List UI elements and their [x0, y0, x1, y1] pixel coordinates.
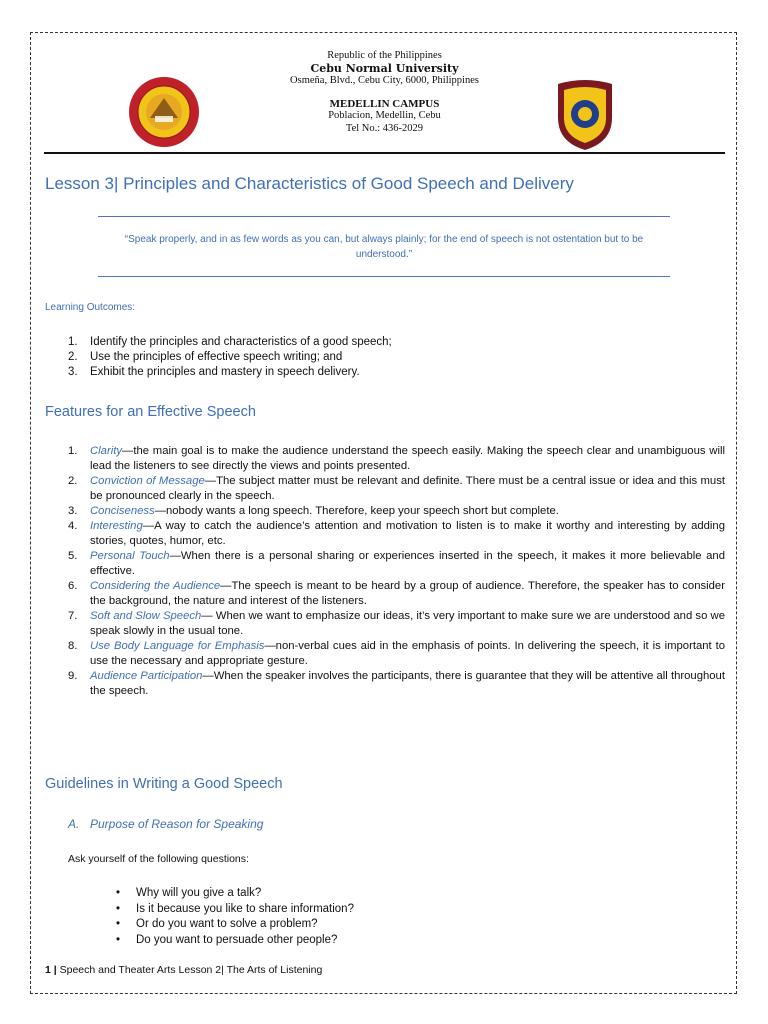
feature-text: —non-verbal cues aid in the emphasis of points. In delivering the speech, it is important to use the necessary and appropriate gesture. — [90, 640, 725, 667]
item-number: 3. — [68, 366, 78, 378]
subsection-letter: A. — [68, 817, 80, 831]
features-heading: Features for an Effective Speech — [45, 404, 256, 420]
list-item — [110, 886, 354, 902]
epigraph-quote: “Speak properly, and in as few words as you can, but always plainly; for the end of speech is not ostentation but to be understood.” — [124, 234, 644, 260]
item-number: 1. — [68, 336, 78, 348]
bullet-icon: • — [116, 933, 121, 946]
learning-outcomes-label: Learning Outcomes: — [45, 302, 136, 313]
item-text: Identify the principles and characteristics of a good speech; — [90, 336, 392, 348]
item-number: 4. — [68, 520, 78, 532]
questions-list — [110, 886, 354, 948]
feature-term: Conviction of Message — [90, 475, 205, 487]
list-item — [45, 669, 725, 699]
feature-term: Use Body Language for Emphasis — [90, 640, 265, 652]
feature-term: Clarity — [90, 445, 123, 457]
list-item — [45, 365, 392, 380]
footer-separator: | — [50, 964, 60, 976]
feature-text: —When the speaker involves the participants, there is guarantee that they will be attentive all throughout the speech. — [90, 670, 725, 697]
university-seal-logo — [128, 76, 200, 148]
feature-term: Audience Participation — [90, 670, 203, 682]
bullet-icon: • — [116, 887, 121, 899]
list-item — [45, 639, 725, 669]
item-text: Exhibit the principles and mastery in speech delivery. — [90, 366, 360, 378]
list-item — [45, 335, 392, 350]
question-text: Do you want to persuade other people? — [136, 933, 338, 946]
feature-text: — When we want to emphasize our ideas, it’s very important to make sure we are understood and so we speak slowly in the usual tone. — [90, 610, 725, 637]
bullet-icon: • — [116, 918, 121, 930]
item-number: 5. — [68, 550, 78, 562]
list-item — [45, 350, 392, 365]
university-address: Osmeña, Blvd., Cebu City, 6000, Philippines — [290, 75, 479, 86]
learning-outcomes-list — [45, 335, 392, 380]
list-item — [110, 933, 354, 949]
page-footer — [45, 964, 322, 976]
feature-term: Personal Touch — [90, 550, 170, 562]
feature-text: —When there is a personal sharing or experiences inserted in the speech, it makes it more believable and effective. — [90, 550, 726, 577]
item-number: 1. — [68, 445, 78, 457]
feature-term: Interesting — [90, 520, 143, 532]
question-text: Is it because you like to share information? — [136, 902, 354, 915]
list-item — [110, 917, 354, 933]
republic-line: Republic of the Philippines — [327, 50, 442, 61]
item-number: 2. — [68, 475, 78, 487]
campus-name: MEDELLIN CAMPUS — [329, 97, 440, 110]
item-number: 9. — [68, 670, 78, 682]
list-item — [45, 504, 725, 519]
university-name: Cebu Normal University — [310, 61, 459, 75]
page-number: 1 — [45, 964, 51, 976]
features-list — [45, 444, 725, 699]
feature-text: —The subject matter must be relevant and definite. There must be a central issue or idea and this must be pronounced clearly in the speech. — [90, 475, 725, 502]
lesson-title: Lesson 3| Principles and Characteristics of Good Speech and Delivery — [45, 174, 574, 193]
campus-address: Poblacion, Medellin, Cebu — [328, 110, 441, 121]
list-item — [45, 444, 725, 474]
item-text: Use the principles of effective speech writing; and — [90, 351, 343, 363]
quote-divider-top — [98, 216, 670, 217]
feature-text: —nobody wants a long speech. Therefore, keep your speech short but complete. — [154, 505, 559, 517]
feature-text: —the main goal is to make the audience understand the speech easily. Making the speech clear and unambiguous will lead the listeners to see directly the views and points presented. — [90, 445, 725, 472]
item-number: 8. — [68, 640, 78, 652]
feature-term: Conciseness — [90, 505, 155, 517]
list-item — [45, 579, 725, 609]
questions-intro: Ask yourself of the following questions: — [68, 853, 249, 865]
campus-shield-logo — [554, 80, 616, 152]
item-number: 7. — [68, 610, 78, 622]
quote-divider-bottom — [98, 276, 670, 277]
letterhead — [44, 36, 725, 154]
list-item — [45, 519, 725, 549]
feature-text: —The speech is meant to be heard by a group of audience. Therefore, the speaker has to consider the background, the nature and interest of the listeners. — [90, 580, 725, 607]
list-item — [45, 609, 725, 639]
guidelines-heading: Guidelines in Writing a Good Speech — [45, 776, 283, 792]
question-text: Or do you want to solve a problem? — [136, 918, 318, 930]
list-item — [45, 549, 725, 579]
feature-term: Soft and Slow Speech — [90, 610, 202, 622]
telephone: Tel No.: 436-2029 — [345, 122, 424, 134]
list-item — [110, 902, 354, 918]
feature-term: Considering the Audience — [90, 580, 221, 592]
subsection-heading — [68, 817, 263, 831]
subsection-title: Purpose of Reason for Speaking — [90, 817, 264, 831]
footer-text: Speech and Theater Arts Lesson 2| The Arts of Listening — [59, 964, 323, 976]
list-item — [45, 474, 725, 504]
question-text: Why will you give a talk? — [136, 887, 262, 899]
item-number: 3. — [68, 505, 78, 517]
item-number: 2. — [68, 351, 78, 363]
item-number: 6. — [68, 580, 78, 592]
bullet-icon: • — [116, 902, 121, 915]
feature-text: —A way to catch the audience’s attention and motivation to listen is to make it worthy and interesting by adding stories, quotes, humor, etc. — [90, 520, 725, 547]
